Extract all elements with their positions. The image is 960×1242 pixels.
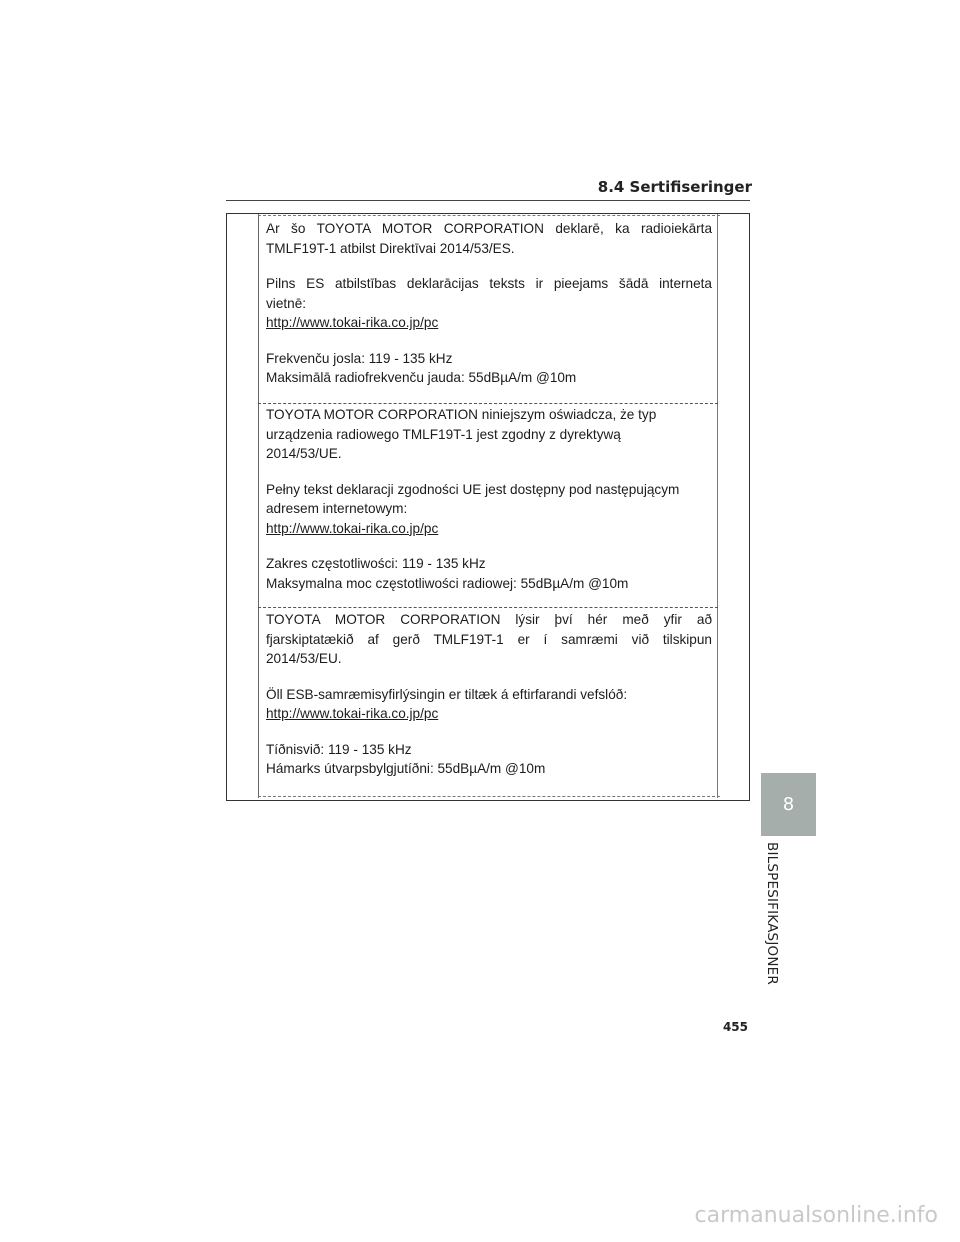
frequency-info <box>266 740 712 779</box>
chapter-tab[interactable] <box>761 773 816 836</box>
text-line: TOYOTA MOTOR CORPORATION lýsir því hér með yfir að <box>266 612 712 627</box>
declaration-text <box>266 219 712 258</box>
text-line: Frekvenču josla: 119 - 135 kHz <box>266 350 453 366</box>
declaration-polish <box>266 405 712 605</box>
text-line: Tíðnisvið: 119 - 135 kHz <box>266 741 412 757</box>
declaration-latvian <box>266 219 712 400</box>
declaration-availability <box>266 480 712 539</box>
text-line: adresem internetowym: <box>266 501 408 516</box>
page-number: 455 <box>722 1020 748 1034</box>
section-divider <box>258 607 718 608</box>
frequency-info <box>266 554 712 593</box>
declaration-url[interactable]: http://www.tokai-rika.co.jp/pc <box>266 520 439 536</box>
watermark: carmanualsonline.info <box>694 1203 938 1228</box>
declaration-url[interactable]: http://www.tokai-rika.co.jp/pc <box>266 315 439 330</box>
chapter-number: 8 <box>782 794 795 815</box>
text-line: Pełny tekst deklaracji zgodności UE jest dostępny pod następującym <box>266 481 680 497</box>
text-line: urządzenia radiowego TMLF19T-1 jest zgodny z dyrektywą <box>266 426 621 442</box>
text-line: TMLF19T-1 atbilst Direktīvai 2014/53/ES. <box>266 240 515 256</box>
text-line: Ar šo TOYOTA MOTOR CORPORATION deklarē, ka radioiekārta <box>266 221 712 236</box>
chapter-title: BILSPESIFIKASJONER <box>764 842 780 985</box>
text-line: Maksymalna moc częstotliwości radiowej: 55dBµA/m @10m <box>266 575 629 591</box>
chapter-label <box>762 842 782 985</box>
text-line: vietnē: <box>266 295 307 311</box>
scan-bottom-edge <box>258 796 720 797</box>
section-divider <box>258 403 718 404</box>
frequency-info <box>266 349 712 388</box>
text-line: fjarskiptatækið af gerð TMLF19T-1 er í samræmi við tilskipun <box>266 631 712 647</box>
section-title: 8.4 Sertifiseringer <box>597 178 752 196</box>
scan-top-edge <box>258 215 720 216</box>
text-line: Hámarks útvarpsbylgjutíðni: 55dBµA/m @10m <box>266 761 546 776</box>
declaration-url[interactable]: http://www.tokai-rika.co.jp/pc <box>266 706 439 721</box>
text-line: Pilns ES atbilstības deklarācijas teksts ir pieejams šādā interneta <box>266 276 712 291</box>
declaration-icelandic <box>266 610 712 791</box>
text-line: 2014/53/UE. <box>266 446 342 461</box>
text-line: 2014/53/EU. <box>266 651 342 666</box>
declaration-availability <box>266 274 712 333</box>
text-line: TOYOTA MOTOR CORPORATION niniejszym oświadcza, że typ <box>266 407 657 422</box>
text-line: Öll ESB-samræmisyfirlýsingin er tiltæk á eftirfarandi vefslóð: <box>266 686 628 702</box>
declaration-text <box>266 405 712 464</box>
declaration-availability <box>266 685 712 724</box>
text-line: Maksimālā radiofrekvenču jauda: 55dBµA/m @10m <box>266 370 577 385</box>
text-line: Zakres częstotliwości: 119 - 135 kHz <box>266 556 486 571</box>
header-rule <box>226 200 750 201</box>
declaration-text <box>266 610 712 669</box>
